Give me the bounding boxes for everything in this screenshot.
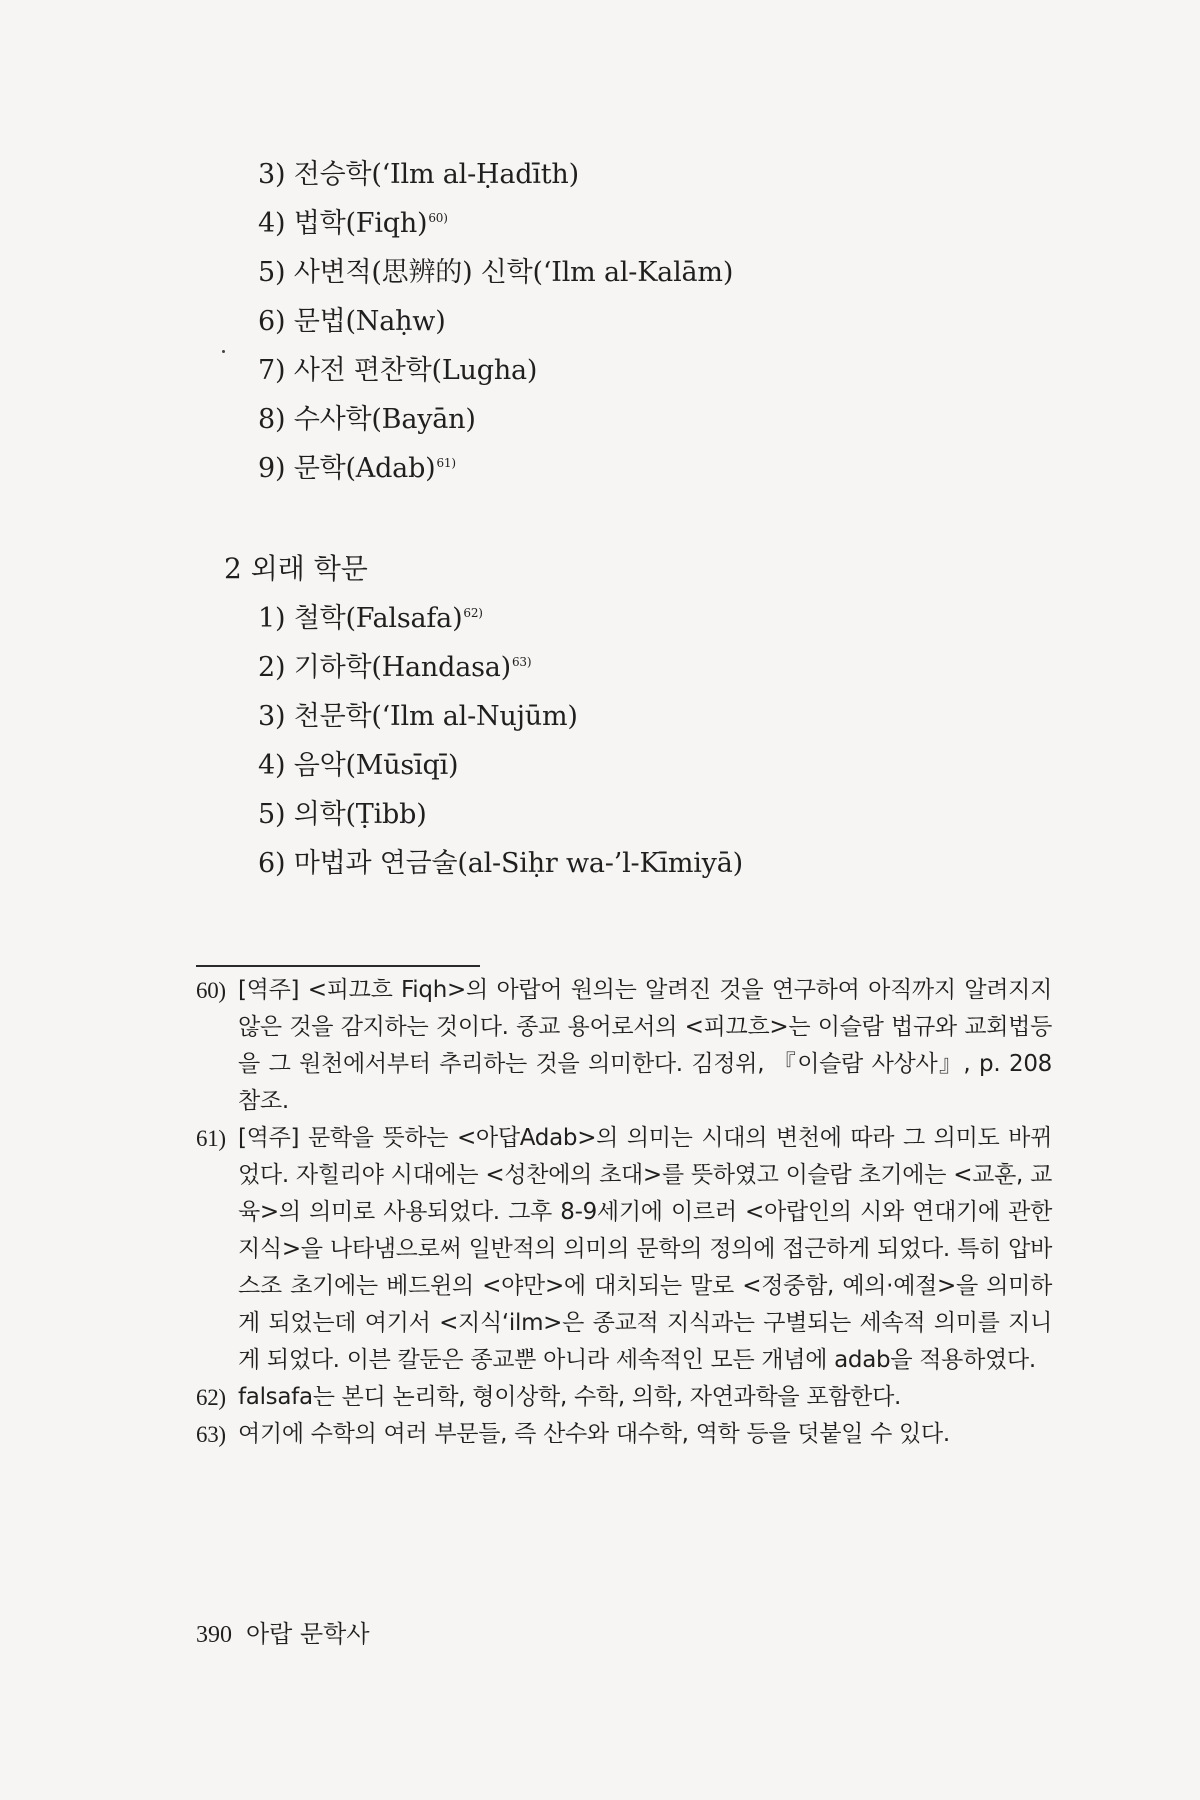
footnote	[196, 1379, 1052, 1416]
page-footer	[196, 1614, 370, 1649]
footnote-text: [역주] 문학을 뜻하는 <아답Adab>의 의미는 시대의 변천에 따라 그 의미도 바뀌었다. 자힐리야 시대에는 <성찬에의 초대>를 뜻하였고 이슬람 초기에는 <교훈, 교육>의 의미로 사용되었다. 그후 8-9세기에 이르러 <아랍인의 시와 연대기에 관한 지식>을 나타냄으로써 일반적의 의미의 문학의 정의에 접근하게 되었다. 특히 압바스조 초기에는 베드윈의 <야만>에 대치되는 말로 <정중함, 예의·예절>을 의미하게 되었는데 여기서 <지식‘ilm>은 종교적 지식과는 구별되는 세속적 의미를 지니게 되었다. 이븐 칼둔은 종교뿐 아니라 세속적인 모든 개념에 adab을 적용하였다.	[238, 1125, 1052, 1373]
footnote-ref[interactable]: 62)	[463, 606, 483, 620]
list-item: 5) 의학(Ṭibb)	[258, 799, 427, 830]
footnote-ref[interactable]: 60)	[428, 211, 448, 225]
footnote-ref[interactable]: 63)	[511, 655, 532, 669]
list-item: 3) 천문학(‘Ilm al-Nujūm)	[258, 701, 578, 732]
stray-mark	[222, 350, 225, 353]
list-item: 6) 마법과 연금술(al-Siḥr wa-’l-Kīmiyā)	[258, 848, 743, 879]
footnote	[196, 1416, 1052, 1453]
footnote-text: 여기에 수학의 여러 부문들, 즉 산수와 대수학, 역학 등을 덧붙일 수 있다.	[238, 1421, 950, 1447]
footnote-number: 60)	[196, 978, 226, 1003]
list-item: 9) 문학(Adab)$^{61)}$	[258, 453, 456, 484]
page-number: 390	[196, 1622, 232, 1648]
list-item: 3) 전승학(‘Ilm al-Ḥadīth)	[258, 159, 579, 190]
list-item: 8) 수사학(Bayān)	[258, 404, 476, 435]
footnote-ref[interactable]: 61)	[436, 456, 456, 470]
footnote-number: 62)	[196, 1385, 226, 1410]
list-item: 4) 법학(Fiqh)$^{60)}$	[258, 208, 448, 239]
list-item: 5) 사변적(思辨的) 신학(‘Ilm al-Kalām)	[258, 257, 734, 288]
footnote-text: falsafa는 본디 논리학, 형이상학, 수학, 의학, 자연과학을 포함한다.	[238, 1384, 901, 1410]
footnote-divider	[196, 965, 480, 967]
footnote	[196, 1120, 1052, 1379]
list-item: 7) 사전 편찬학(Lugha)	[258, 355, 538, 386]
running-title: 아랍 문학사	[246, 1620, 370, 1648]
footnote-number: 61)	[196, 1126, 226, 1151]
footnote-number: 63)	[196, 1422, 226, 1447]
list-item: 4) 음악(Mūsīqī)	[258, 750, 459, 781]
section-heading: 2 외래 학문	[224, 552, 368, 585]
list-item: 6) 문법(Naḥw)	[258, 306, 446, 337]
list-item: 2) 기하학(Handasa)$^{63)}$	[258, 652, 532, 683]
list-item: 1) 철학(Falsafa)$^{62)}$	[258, 603, 483, 634]
footnotes	[196, 972, 1052, 1453]
footnote	[196, 972, 1052, 1120]
footnote-text: [역주] <피끄흐 Fiqh>의 아랍어 원의는 알려진 것을 연구하여 아직까지 알려지지 않은 것을 감지하는 것이다. 종교 용어로서의 <피끄흐>는 이슬람 법규와 교회법등을 그 원천에서부터 추리하는 것을 의미한다. 김정위, 『이슬람 사상사』, p. 208 참조.	[238, 977, 1052, 1114]
